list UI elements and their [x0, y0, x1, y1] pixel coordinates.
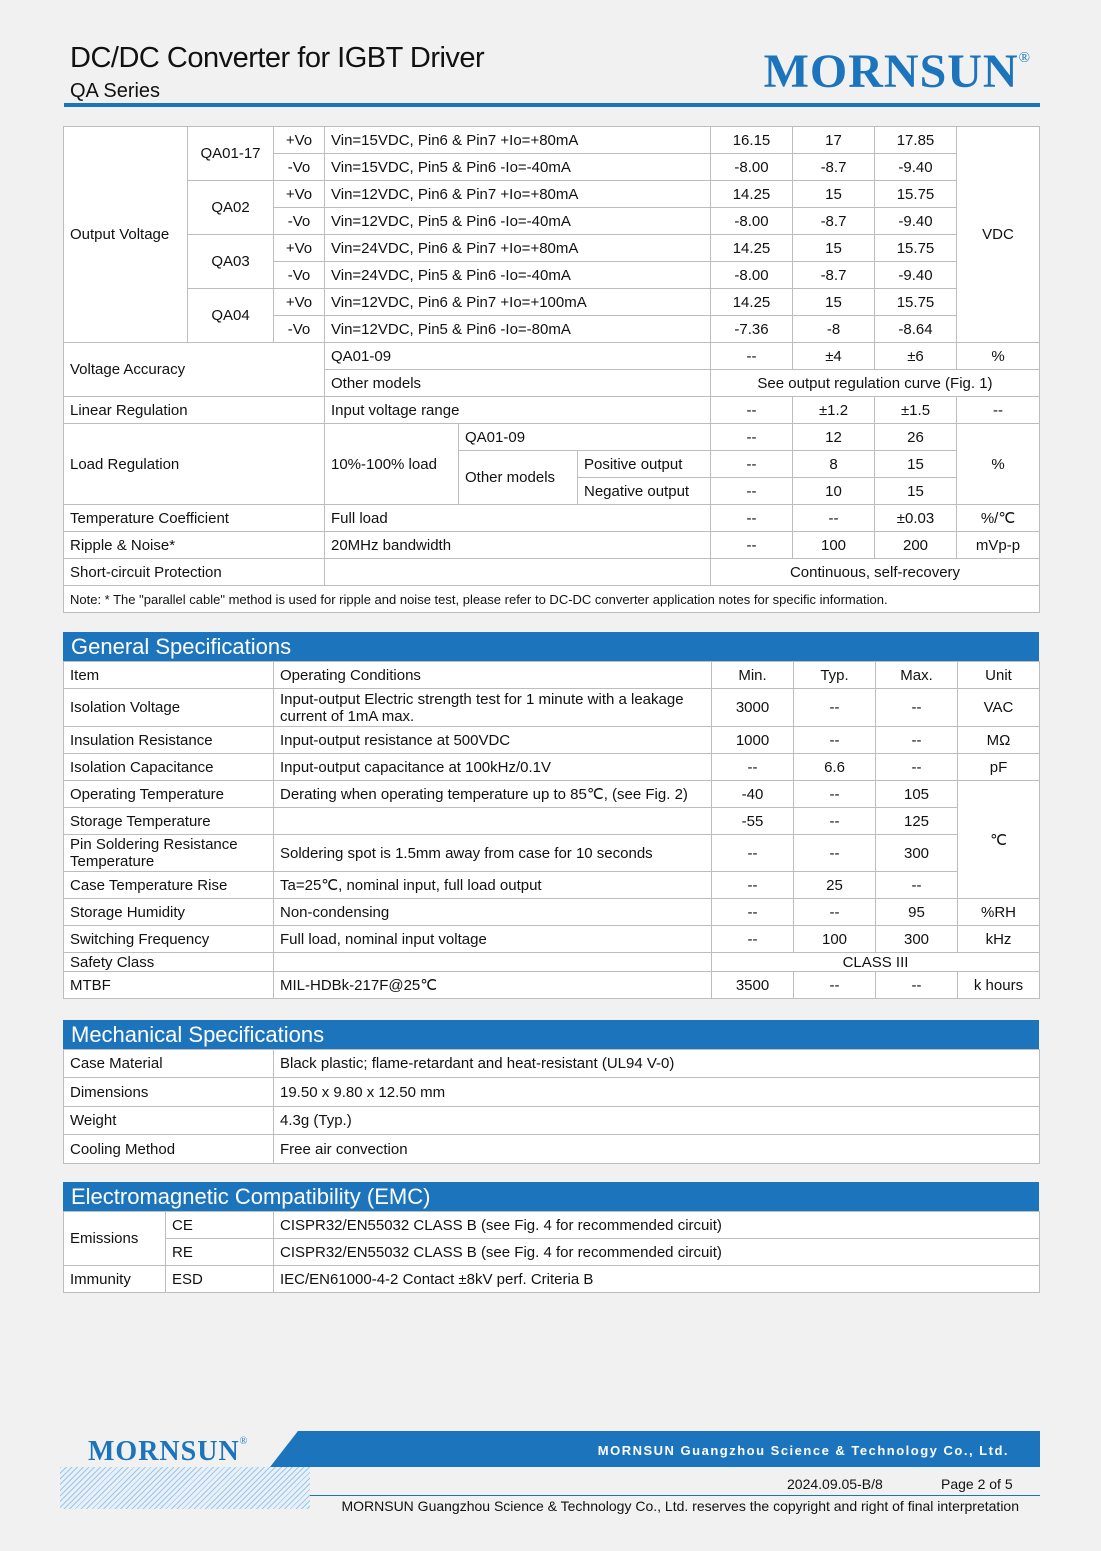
table-row: QA02 +Vo Vin=12VDC, Pin6 & Pin7 +Io=+80mA 14.25 15 15.75	[64, 181, 1040, 208]
mechanical-spec-table	[63, 1049, 1040, 1164]
brand-logo: MORNSUN®	[763, 45, 1031, 98]
footer-date: 2024.09.05-B/8	[787, 1476, 883, 1492]
model-name: QA03	[188, 235, 274, 289]
table-row	[64, 586, 1040, 613]
table-row: Negative output -- 10 15	[64, 478, 1040, 505]
section-title-mechanical: Mechanical Specifications	[63, 1020, 1039, 1049]
table-row: Operating Temperature Derating when operating temperature up to 85℃, (see Fig. 2) -40 -- 105 ℃	[64, 781, 1040, 808]
table-row: Isolation Voltage Input-output Electric strength test for 1 minute with a leakage current of 1mA max. 3000 -- -- VAC	[64, 689, 1040, 727]
table-row: MTBF MIL-HDBk-217F@25℃ 3500 -- -- k hours	[64, 972, 1040, 999]
table-row: Insulation Resistance Input-output resistance at 500VDC 1000 -- -- MΩ	[64, 727, 1040, 754]
table-row: Cooling Method Free air convection	[64, 1135, 1040, 1164]
table-row: -Vo Vin=24VDC, Pin5 & Pin6 -Io=-40mA -8.00 -8.7 -9.40	[64, 262, 1040, 289]
table-row: Isolation Capacitance Input-output capacitance at 100kHz/0.1V -- 6.6 -- pF	[64, 754, 1040, 781]
table-row: Weight 4.3g (Typ.)	[64, 1107, 1040, 1135]
param-load-regulation: Load Regulation	[64, 424, 325, 505]
table-row: Case Temperature Rise Ta=25℃, nominal input, full load output -- 25 --	[64, 872, 1040, 899]
table-row: Short-circuit Protection Continuous, self-recovery	[64, 559, 1040, 586]
unit-vdc: VDC	[957, 127, 1040, 343]
table-row: QA03 +Vo Vin=24VDC, Pin6 & Pin7 +Io=+80mA 14.25 15 15.75	[64, 235, 1040, 262]
output-spec-table	[63, 126, 1040, 613]
section-title-emc: Electromagnetic Compatibility (EMC)	[63, 1182, 1039, 1211]
table-row: -Vo Vin=12VDC, Pin5 & Pin6 -Io=-40mA -8.00 -8.7 -9.40	[64, 208, 1040, 235]
unit-celsius: ℃	[958, 781, 1040, 899]
param-linear-regulation: Linear Regulation	[64, 397, 325, 424]
table-row: Immunity ESD IEC/EN61000-4-2 Contact ±8kV perf. Criteria B	[64, 1266, 1040, 1293]
table-row: Emissions CE CISPR32/EN55032 CLASS B (see Fig. 4 for recommended circuit)	[64, 1212, 1040, 1239]
emc-table	[63, 1211, 1040, 1293]
footer-hatch-decoration	[60, 1467, 310, 1509]
header-rule	[64, 103, 1040, 107]
table-row: -Vo Vin=12VDC, Pin5 & Pin6 -Io=-80mA -7.36 -8 -8.64	[64, 316, 1040, 343]
model-name: QA02	[188, 181, 274, 235]
table-row: QA04 +Vo Vin=12VDC, Pin6 & Pin7 +Io=+100mA 14.25 15 15.75	[64, 289, 1040, 316]
param-output-voltage: Output Voltage	[64, 127, 188, 343]
table-row: RE CISPR32/EN55032 CLASS B (see Fig. 4 for recommended circuit)	[64, 1239, 1040, 1266]
table-row: Temperature Coefficient Full load -- -- ±0.03 %/℃	[64, 505, 1040, 532]
table-row: Other models Positive output -- 8 15	[64, 451, 1040, 478]
note-text: Note: * The "parallel cable" method is used for ripple and noise test, please refer to DC-DC converter application notes for specific information.	[64, 586, 1040, 613]
table-row: Storage Temperature -55 -- 125	[64, 808, 1040, 835]
series-name: QA Series	[70, 80, 161, 102]
table-row: Case Material Black plastic; flame-retardant and heat-resistant (UL94 V-0)	[64, 1050, 1040, 1078]
footer-rule	[310, 1495, 1040, 1496]
table-row: Storage Humidity Non-condensing -- -- 95 %RH	[64, 899, 1040, 926]
table-row: Load Regulation 10%-100% load QA01-09 -- 12 26 %	[64, 424, 1040, 451]
table-row: Voltage Accuracy QA01-09 -- ±4 ±6 %	[64, 343, 1040, 370]
table-row: Other models See output regulation curve (Fig. 1)	[64, 370, 1040, 397]
model-name: QA04	[188, 289, 274, 343]
table-row: Output Voltage QA01-17 +Vo Vin=15VDC, Pin6 & Pin7 +Io=+80mA 16.15 17 17.85 VDC	[64, 127, 1040, 154]
param-voltage-accuracy: Voltage Accuracy	[64, 343, 325, 397]
table-row: Safety Class CLASS III	[64, 953, 1040, 972]
footer-company: MORNSUN Guangzhou Science & Technology Co., Ltd.	[597, 1443, 1009, 1458]
table-row: Switching Frequency Full load, nominal input voltage -- 100 300 kHz	[64, 926, 1040, 953]
table-header-row: Item Operating Conditions Min. Typ. Max. Unit	[64, 662, 1040, 689]
page-number: Page 2 of 5	[941, 1476, 1013, 1492]
table-row: Dimensions 19.50 x 9.80 x 12.50 mm	[64, 1078, 1040, 1107]
table-row: Linear Regulation Input voltage range -- ±1.2 ±1.5 --	[64, 397, 1040, 424]
table-row: Ripple & Noise* 20MHz bandwidth -- 100 200 mVp-p	[64, 532, 1040, 559]
section-title-general: General Specifications	[63, 632, 1039, 661]
general-spec-table	[63, 661, 1040, 999]
footer-copyright: MORNSUN Guangzhou Science & Technology Co., Ltd. reserves the copyright and right of final interpretation	[341, 1498, 1019, 1514]
model-name: QA01-17	[188, 127, 274, 181]
table-row: Pin Soldering Resistance Temperature Soldering spot is 1.5mm away from case for 10 seconds -- -- 300	[64, 835, 1040, 872]
table-row: -Vo Vin=15VDC, Pin5 & Pin6 -Io=-40mA -8.00 -8.7 -9.40	[64, 154, 1040, 181]
footer-brand-logo: MORNSUN®	[88, 1436, 249, 1467]
page-title: DC/DC Converter for IGBT Driver	[70, 42, 485, 74]
